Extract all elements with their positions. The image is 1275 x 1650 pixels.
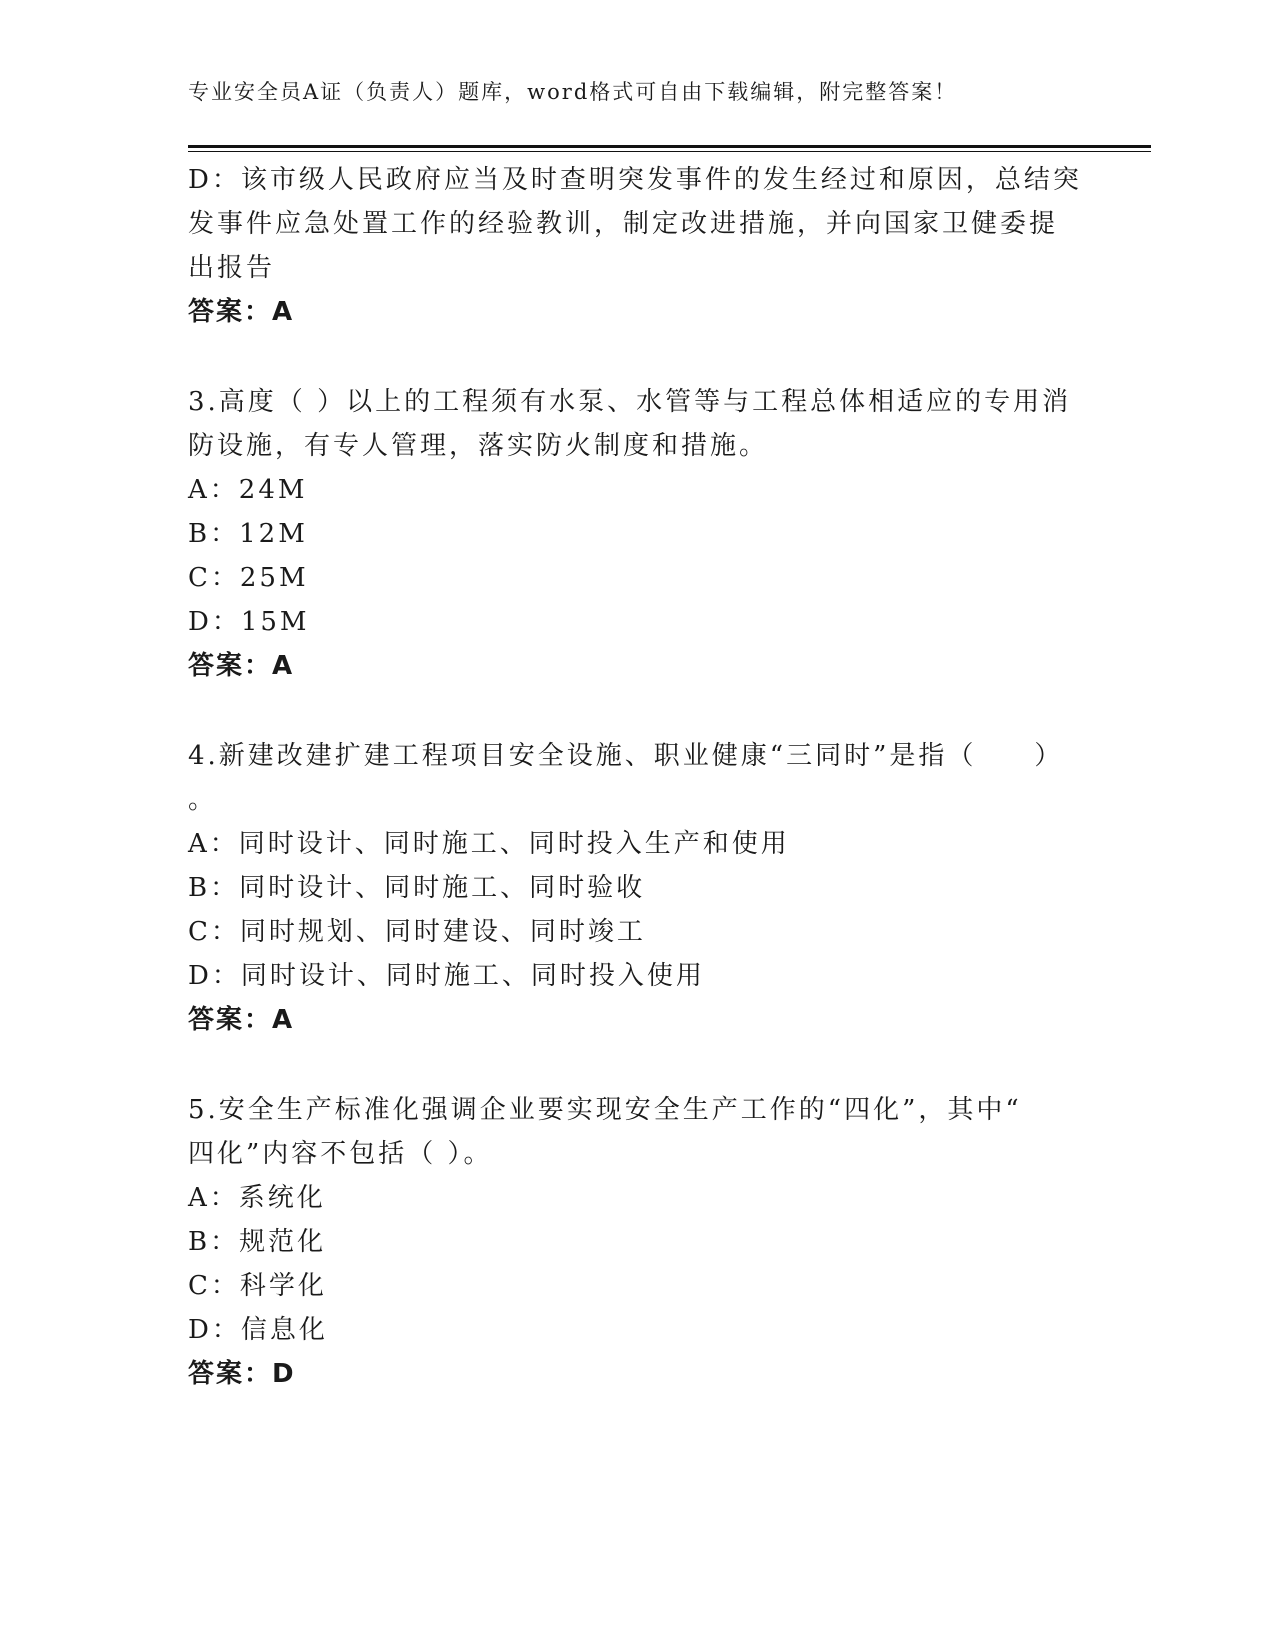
answer-line: 答案：A: [188, 651, 295, 681]
option-b: B：12M: [188, 519, 308, 549]
question-3: [188, 380, 1088, 688]
spacer: [188, 1042, 1088, 1088]
option-b: B：同时设计、同时施工、同时验收: [188, 873, 646, 903]
question-stem: 4.新建改建扩建工程项目安全设施、职业健康“三同时”是指（ ）: [188, 741, 1064, 771]
answer-line: 答案：A: [188, 1005, 295, 1035]
option-a: A：系统化: [188, 1183, 326, 1213]
spacer: [188, 334, 1088, 380]
question-stem: 四化”内容不包括（ ）。: [188, 1139, 493, 1169]
option-a: A：同时设计、同时施工、同时投入生产和使用: [188, 829, 790, 859]
answer-line: 答案：D: [188, 1359, 296, 1389]
question-4: [188, 734, 1088, 1042]
option-d: D：15M: [188, 607, 310, 637]
question-stem: 3.高度（ ）以上的工程须有水泵、水管等与工程总体相适应的专用消: [188, 387, 1072, 417]
option-d-line: 发事件应急处置工作的经验教训，制定改进措施，并向国家卫健委提: [188, 209, 1059, 239]
option-c: C：科学化: [188, 1271, 327, 1301]
question-2-tail: [188, 158, 1088, 334]
question-stem: 防设施，有专人管理，落实防火制度和措施。: [188, 431, 769, 461]
header-rule-thin: [188, 151, 1151, 152]
document-body: [188, 158, 1088, 1396]
option-c: C：25M: [188, 563, 309, 593]
header-rule-thick: [188, 145, 1151, 148]
option-a: A：24M: [188, 475, 308, 505]
question-5: [188, 1088, 1088, 1396]
spacer: [188, 688, 1088, 734]
option-d: D：信息化: [188, 1315, 328, 1345]
option-b: B：规范化: [188, 1227, 327, 1257]
question-stem: 。: [188, 785, 218, 815]
question-stem: 5.安全生产标准化强调企业要实现安全生产工作的“四化”，其中“: [188, 1095, 1022, 1125]
answer-line: 答案：A: [188, 297, 295, 327]
page-header: 专业安全员A证（负责人）题库，word格式可自由下载编辑，附完整答案！: [188, 80, 958, 104]
option-d-line: D：该市级人民政府应当及时查明突发事件的发生经过和原因，总结突: [188, 165, 1082, 195]
option-c: C：同时规划、同时建设、同时竣工: [188, 917, 646, 947]
option-d-line: 出报告: [188, 253, 276, 283]
option-d: D：同时设计、同时施工、同时投入使用: [188, 961, 705, 991]
